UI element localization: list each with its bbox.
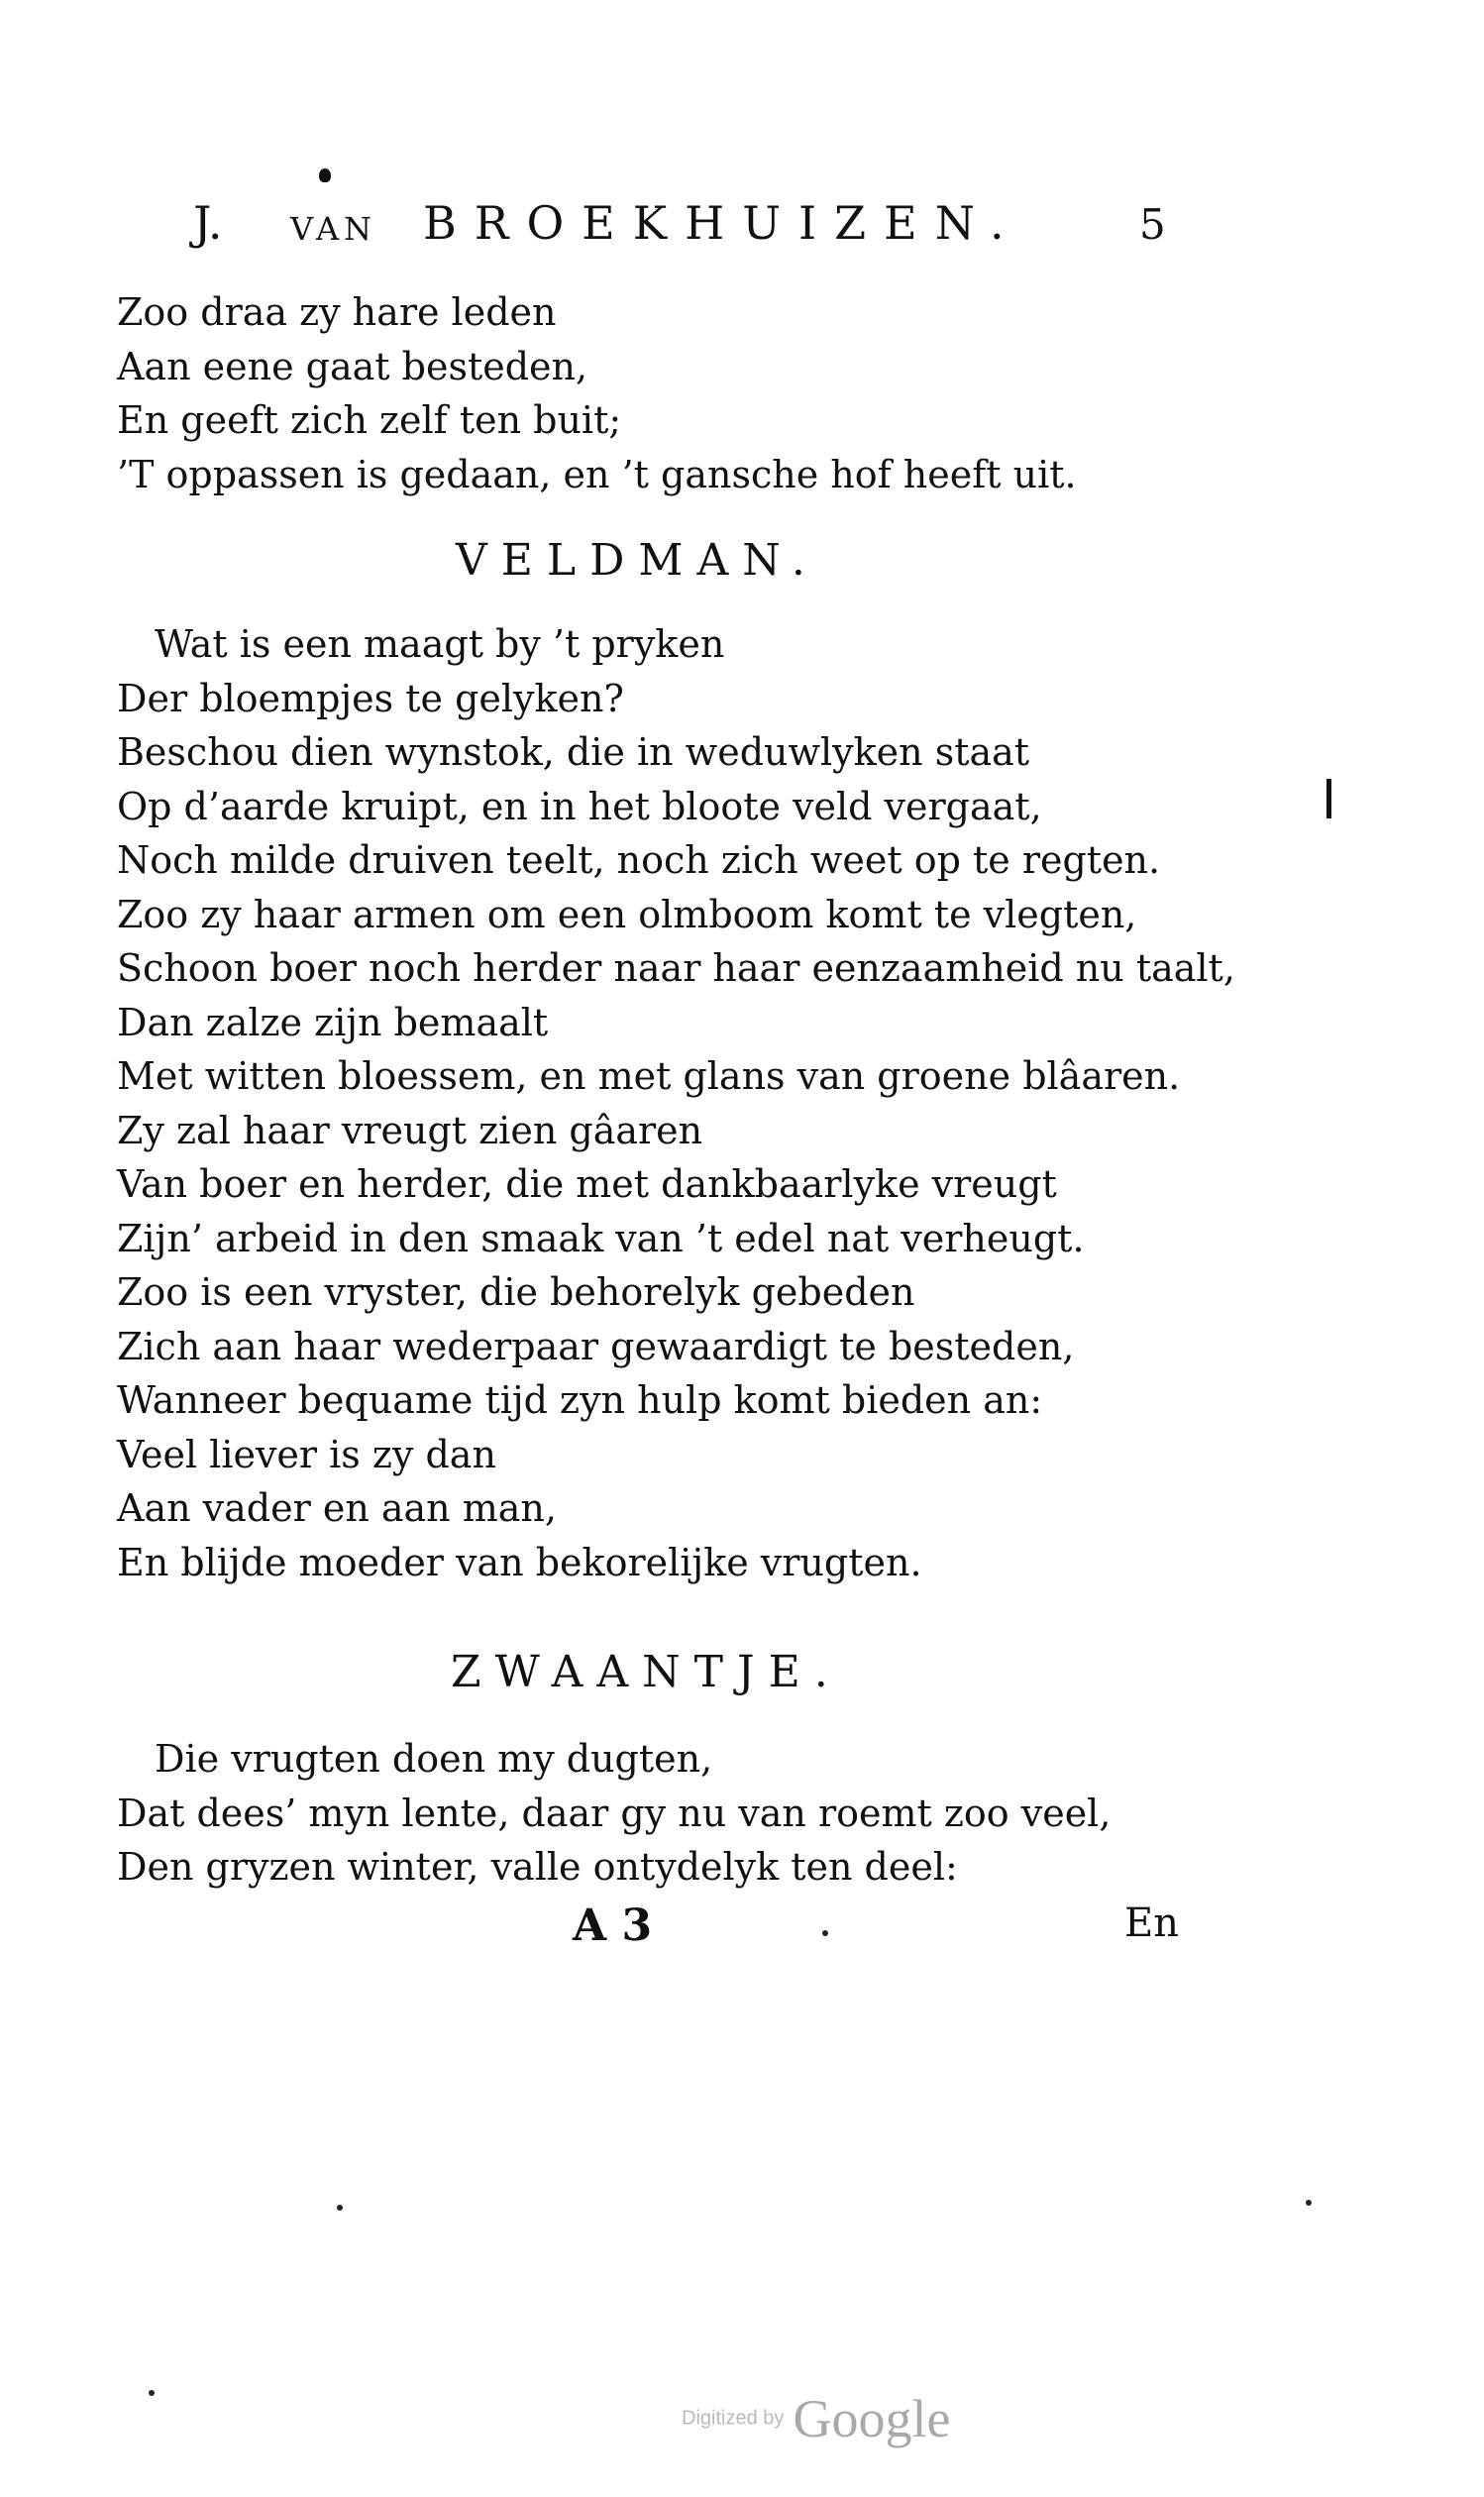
- verse-line: Van boer en herder, die met dankbaarlyke vreugt: [117, 1162, 1057, 1206]
- signature-mark: A 3: [573, 1900, 653, 1951]
- verse-line: Zoo is een vryster, die behorelyk gebeden: [117, 1270, 915, 1314]
- verse-line: Aan vader en aan man,: [117, 1486, 557, 1530]
- ink-speck: [149, 2390, 155, 2396]
- verse-line: Wanneer bequame tijd zyn hulp komt bieden an:: [117, 1378, 1043, 1422]
- margin-mark: [1326, 779, 1331, 818]
- verse-line: Zijn’ arbeid in den smaak van ’t edel nat verheugt.: [117, 1216, 1085, 1260]
- verse-line: Op d’aarde kruipt, en in het bloote veld vergaat,: [117, 784, 1042, 828]
- verse-line: Aan eene gaat besteden,: [117, 344, 588, 388]
- verse-line: Zy zal haar vreugt zien gâaren: [117, 1108, 703, 1152]
- ornament-dot: [319, 168, 331, 182]
- ink-speck: [1306, 2200, 1312, 2206]
- speaker-heading-zwaantje: ZWAANTJE.: [451, 1647, 842, 1697]
- verse-line: Zoo zy haar armen om een olmboom komt te vlegten,: [117, 892, 1137, 936]
- catchword: En: [1124, 1900, 1179, 1946]
- verse-line: Beschou dien wynstok, die in weduwlyken staat: [117, 730, 1030, 774]
- verse-line: Der bloempjes te gelyken?: [117, 676, 624, 720]
- verse-line: Den gryzen winter, valle ontydelyk ten deel:: [117, 1845, 958, 1889]
- ink-speck: [337, 2205, 343, 2211]
- verse-line: Met witten bloessem, en met glans van groene blâaren.: [117, 1054, 1181, 1098]
- verse-line: Noch milde druiven teelt, noch zich weet op te regten.: [117, 838, 1161, 882]
- running-head: [193, 196, 1184, 266]
- running-head-van: VAN: [290, 210, 377, 248]
- google-logo: Google: [793, 2389, 951, 2448]
- running-head-name: BROEKHUIZEN.: [423, 196, 1022, 250]
- verse-line: En blijde moeder van bekorelijke vrugten.: [117, 1540, 922, 1584]
- verse-line: En geeft zich zelf ten buit;: [117, 398, 622, 442]
- speaker-heading-veldman: VELDMAN.: [456, 535, 819, 586]
- page-number: 5: [1139, 200, 1166, 249]
- verse-line: Zich aan haar wederpaar gewaardigt te besteden,: [117, 1324, 1075, 1368]
- stanza-1: [117, 285, 1077, 501]
- verse-line: Dan zalze zijn bemaalt: [117, 1000, 549, 1044]
- verse-line: Dat dees’ myn lente, daar gy nu van roemt zoo veel,: [117, 1791, 1112, 1835]
- verse-line: Schoon boer noch herder naar haar eenzaamheid nu taalt,: [117, 946, 1235, 990]
- stanza-2: [117, 617, 1235, 1589]
- verse-line: Die vrugten doen my dugten,: [155, 1737, 713, 1781]
- watermark-prefix: Digitized by: [682, 2407, 785, 2430]
- verse-line: ’T oppassen is gedaan, en ’t gansche hof heeft uit.: [117, 452, 1077, 496]
- ink-speck: [822, 1930, 828, 1936]
- running-head-author: J.: [193, 196, 223, 250]
- stanza-3: [117, 1732, 1111, 1895]
- digitization-watermark: [682, 2388, 950, 2449]
- verse-line: Wat is een maagt by ’t pryken: [155, 622, 725, 666]
- verse-line: Veel liever is zy dan: [117, 1432, 496, 1476]
- verse-line: Zoo draa zy hare leden: [117, 290, 557, 334]
